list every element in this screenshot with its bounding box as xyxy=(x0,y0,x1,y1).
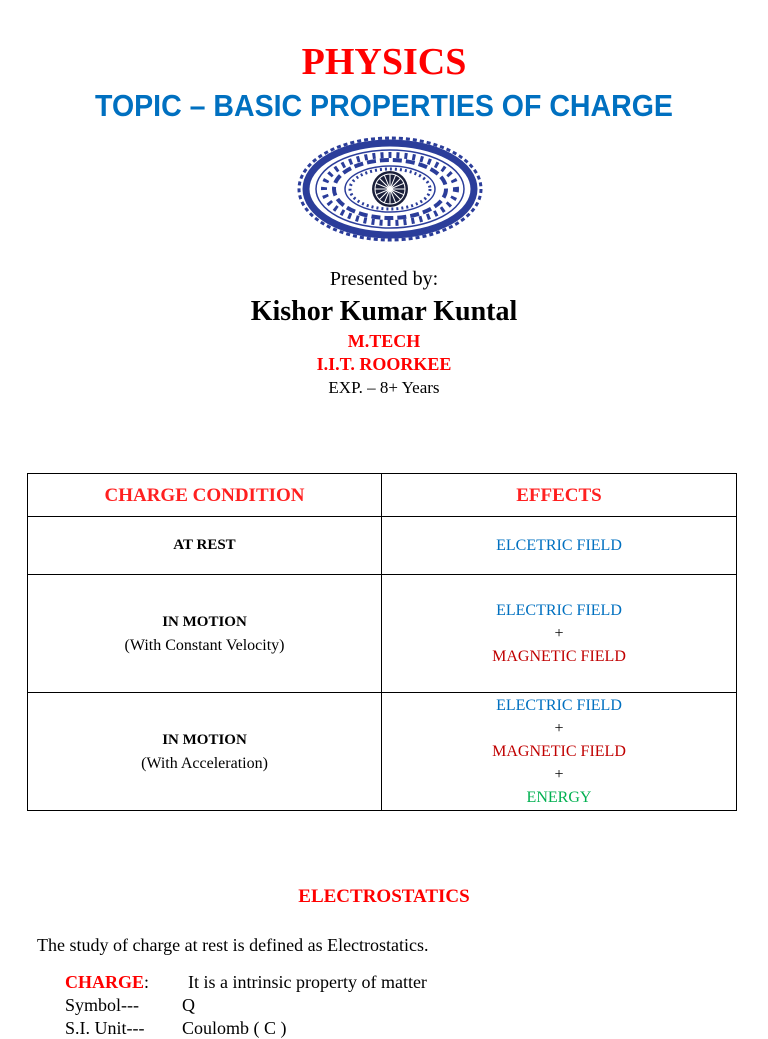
presenter-name: Kishor Kumar Kuntal xyxy=(250,296,518,327)
table-row xyxy=(28,693,737,811)
charge-effects-table xyxy=(27,473,737,811)
condition-label: IN MOTION xyxy=(162,613,247,630)
charge-definition-line xyxy=(65,972,427,993)
presenter-institute: I.I.T. ROORKEE xyxy=(316,354,452,374)
symbol-line xyxy=(65,995,195,1016)
table-row xyxy=(28,575,737,693)
symbol-label: Symbol--- xyxy=(65,995,139,1015)
table-row xyxy=(28,517,737,575)
charge-colon: : xyxy=(144,972,150,992)
effect-plus: + xyxy=(554,625,564,642)
condition-note: (With Acceleration) xyxy=(141,754,268,772)
si-unit-label: S.I. Unit--- xyxy=(65,1018,145,1038)
condition-cell xyxy=(28,693,382,811)
effect-plus: + xyxy=(554,766,564,783)
charge-term: CHARGE xyxy=(65,972,145,992)
section-heading-electrostatics: ELECTROSTATICS xyxy=(298,886,470,907)
condition-label: AT REST xyxy=(173,537,236,553)
effects-cell xyxy=(382,517,737,575)
topic-heading: TOPIC – BASIC PROPERTIES OF CHARGE xyxy=(95,88,673,123)
condition-label: IN MOTION xyxy=(162,731,247,748)
effect-magnetic-field: MAGNETIC FIELD xyxy=(492,648,626,665)
condition-cell xyxy=(28,517,382,575)
page-title: PHYSICS xyxy=(301,41,467,83)
presenter-experience: EXP. – 8+ Years xyxy=(328,378,440,397)
institute-seal-icon xyxy=(297,136,483,242)
presented-by-label: Presented by: xyxy=(329,268,439,290)
effect-electric-field: ELECTRIC FIELD xyxy=(496,697,622,714)
si-unit-line xyxy=(65,1018,287,1039)
effects-cell xyxy=(382,575,737,693)
charge-description: It is a intrinsic property of matter xyxy=(188,972,427,992)
column-header-condition: CHARGE CONDITION xyxy=(28,474,382,517)
effect-electric-field: ELCETRIC FIELD xyxy=(496,537,622,554)
effect-plus: + xyxy=(554,720,564,737)
symbol-value: Q xyxy=(182,995,195,1015)
presenter-degree: M.TECH xyxy=(347,331,421,351)
table-header-row xyxy=(28,474,737,517)
column-header-effects: EFFECTS xyxy=(382,474,737,517)
effect-electric-field: ELECTRIC FIELD xyxy=(496,602,622,619)
condition-cell xyxy=(28,575,382,693)
effects-cell xyxy=(382,693,737,811)
condition-note: (With Constant Velocity) xyxy=(124,636,285,654)
electrostatics-definition: The study of charge at rest is defined as Electrostatics. xyxy=(37,935,429,955)
effect-magnetic-field: MAGNETIC FIELD xyxy=(492,743,626,760)
si-unit-value: Coulomb ( C ) xyxy=(182,1018,287,1038)
effect-energy: ENERGY xyxy=(526,789,592,806)
